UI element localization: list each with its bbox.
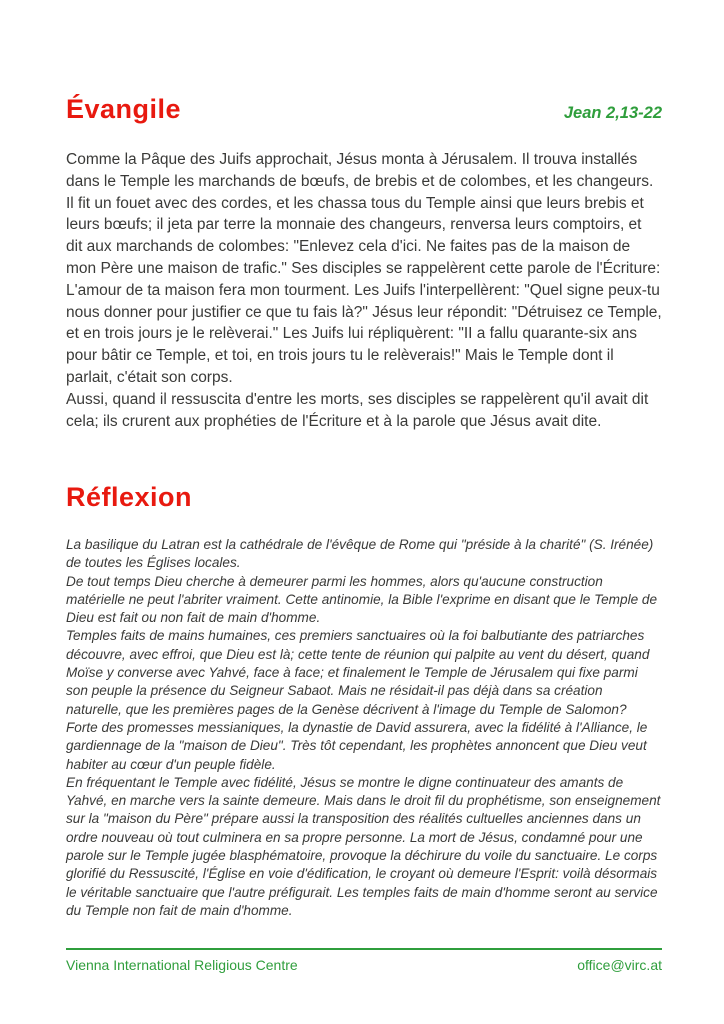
gospel-header: [66, 94, 662, 125]
gospel-paragraph: Comme la Pâque des Juifs approchait, Jésus monta à Jérusalem. Il trouva installés dans le Temple les marchands de bœufs, de brebis et de colombes, et les changeurs. Il fit un fouet avec des cordes, et les chassa tous du Temple ainsi que leurs brebis et leurs bœufs; il jeta par terre la monnaie des changeurs, renversa leurs comptoirs, et dit aux marchands de colombes: "Enlevez cela d'ici. Ne faites pas de la maison de mon Père une maison de trafic." Ses disciples se rappelèrent cette parole de l'Écriture: L'amour de ta maison fera mon tourment. Les Juifs l'interpellèrent: "Quel signe peux-tu nous donner pour justifier ce que tu fais là?" Jésus leur répondit: "Détruisez ce Temple, et en trois jours je le relèverai." Les Juifs lui répliquèrent: "II a fallu quarante-six ans pour bâtir ce Temple, et toi, en trois jours tu le relèverais!" Mais le Temple dont il parlait, c'était son corps.: [66, 151, 662, 386]
reflection-paragraph: De tout temps Dieu cherche à demeurer parmi les hommes, alors qu'aucune construction matérielle ne peut l'abriter vraiment. Cette antinomie, la Bible l'exprime en disant que le Temple de Dieu est fait ou non fait de main d'homme.: [66, 573, 658, 626]
gospel-scripture-reference: Jean 2,13-22: [563, 104, 662, 122]
gospel-heading: Évangile: [66, 94, 182, 124]
reflection-paragraph: La basilique du Latran est la cathédrale de l'évêque de Rome qui "préside à la charité" (S. Irénée) de toutes les Églises locales.: [66, 537, 654, 571]
footer-email: office@virc.at: [577, 957, 662, 973]
reflection-paragraph: Temples faits de mains humaines, ces premiers sanctuaires où la foi balbutiante des patriarches découvre, avec effroi, que Dieu est là; cette tente de réunion qui palpite au vent du désert, quand Moïse y converse avec Yahvé, face à face; et finalement le Temple de Jérusalem qui fixe parmi son peuple la présence du Seigneur Sabaot. Mais ne résidait-il pas déjà dans sa création naturelle, que les premières pages de la Genèse décrivent à l'image du Temple de Salomon? Forte des promesses messianiques, la dynastie de David assurera, avec la fidélité à l'Alliance, le gardiennage de la "maison de Dieu". Très tôt cependant, les prophètes annoncent que Dieu veut habiter au cœur d'un peuple fidèle.: [66, 628, 650, 772]
gospel-paragraph: Aussi, quand il ressuscita d'entre les morts, ses disciples se rappelèrent qu'il avait dit cela; ils crurent aux prophéties de l'Écriture et à la parole que Jésus avait dite.: [66, 390, 649, 430]
reflection-text: [66, 536, 662, 920]
reflection-paragraph: En fréquentant le Temple avec fidélité, Jésus se montre le digne continuateur des amants de Yahvé, en marche vers la sainte demeure. Mais dans le droit fil du prophétisme, son enseignement sur la "maison du Père" prépare aussi la transposition des réalités cultuelles anciennes dans un ordre nouveau où tout culminera en sa propre personne. La mort de Jésus, condamné pour une parole sur le Temple jugée blasphématoire, provoque la déchirure du voile du sanctuaire. Le corps glorifié du Ressuscité, l'Église en voie d'édification, le croyant où demeure l'Esprit: voilà désormais le véritable sanctuaire que l'autre préfigurait. Les temples faits de main d'homme seront au service du Temple non fait de main d'homme.: [66, 774, 661, 918]
gospel-text: [66, 149, 662, 432]
footer-organization: Vienna International Religious Centre: [66, 957, 298, 973]
reflection-heading: Réflexion: [66, 482, 193, 512]
page-footer: [66, 948, 662, 973]
